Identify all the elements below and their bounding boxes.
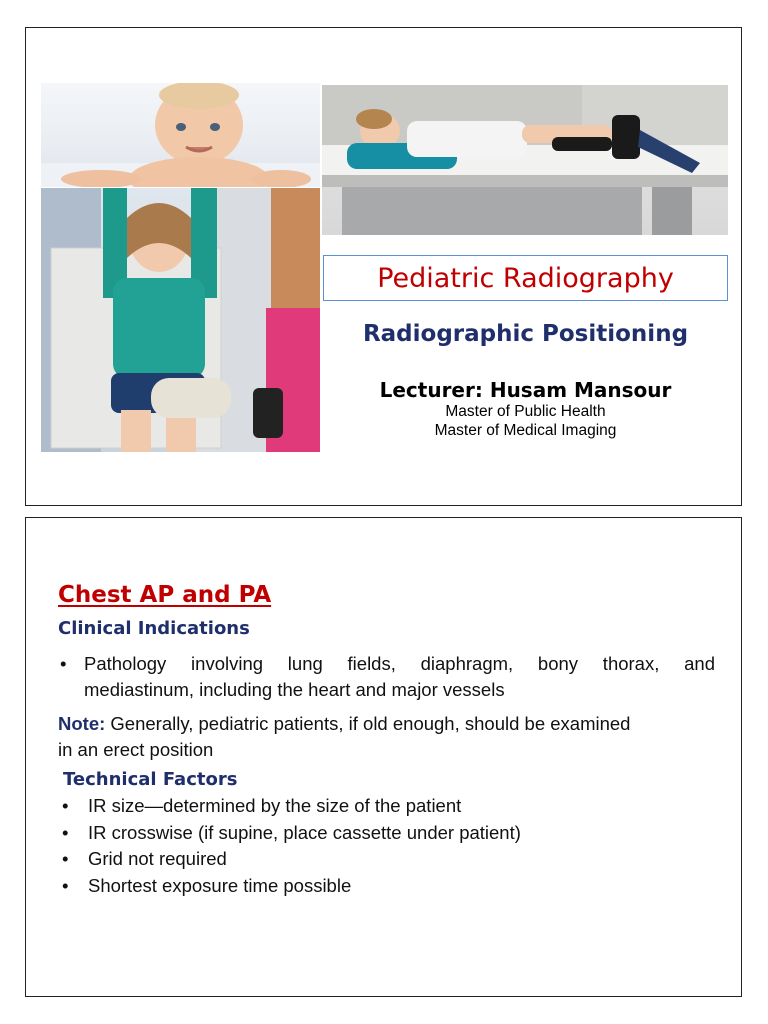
degree-line: Master of Medical Imaging [434, 422, 617, 439]
girl-chest-xray-photo [41, 188, 320, 452]
note-text-line2: in an erect position [58, 739, 214, 760]
slide-subtitle: Radiographic Positioning [362, 321, 689, 347]
bullet-line: mediastinum, including the heart and major vessels [84, 679, 505, 700]
degree-line: Master of Public Health [445, 403, 606, 420]
lecturer-name: Lecturer: Husam Mansour [379, 378, 672, 402]
bullet-text: Pathology involving lung fields, diaphragm, bony thorax, and [84, 653, 715, 674]
bullet-dot: • [60, 653, 67, 674]
baby-photo [41, 83, 320, 187]
bullet-dot: • [62, 795, 69, 816]
clinical-indications-heading: Clinical Indications [58, 618, 250, 639]
bullet-dot: • [62, 821, 69, 843]
list-item-text: Grid not required [88, 848, 227, 869]
note-paragraph [58, 711, 718, 763]
list-item [58, 820, 521, 847]
slide-heading: Chest AP and PA [58, 582, 272, 608]
title-box [323, 255, 728, 301]
technical-factors-list [58, 793, 521, 899]
bullet-dot: • [62, 848, 69, 869]
clinical-bullet [58, 651, 715, 703]
technical-factors-heading: Technical Factors [63, 769, 238, 790]
list-item [58, 873, 521, 900]
list-item-text: IR crosswise (if supine, place cassette under patient) [88, 821, 521, 843]
list-item [58, 793, 521, 820]
title-slide [25, 27, 742, 506]
content-slide [25, 517, 742, 997]
list-item [58, 846, 521, 873]
bullet-dot: • [62, 874, 69, 896]
slide-title: Pediatric Radiography [377, 262, 674, 294]
note-label: Note: [58, 713, 106, 734]
list-item-text: IR size—determined by the size of the patient [88, 795, 462, 816]
list-item-text: Shortest exposure time possible [88, 874, 352, 896]
supine-child-xray-table-photo [322, 85, 728, 235]
note-text: Generally, pediatric patients, if old enough, should be examined [105, 713, 631, 734]
bullet-line [58, 651, 715, 677]
